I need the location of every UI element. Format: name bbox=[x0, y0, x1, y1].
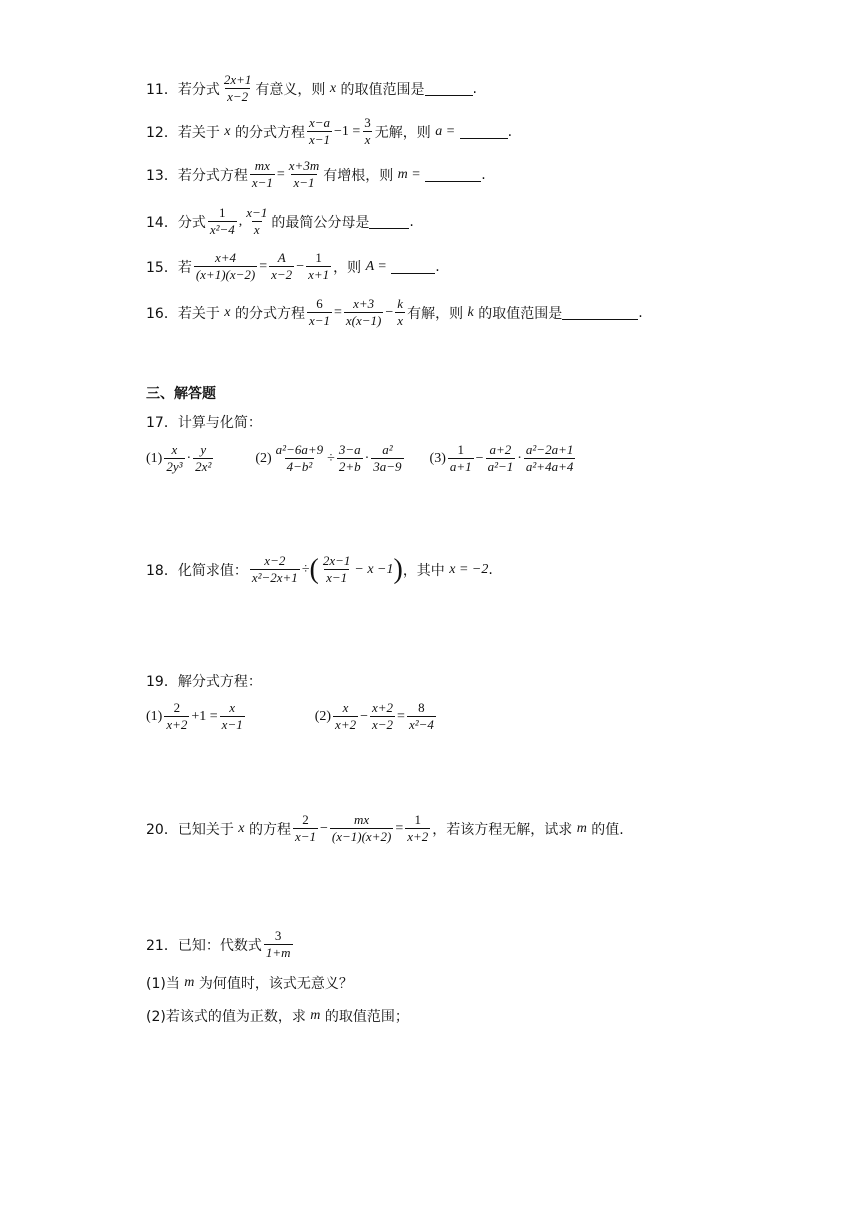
denominator: x−1 bbox=[326, 570, 348, 585]
q-number: 13． bbox=[146, 167, 178, 184]
q-number: 15． bbox=[146, 259, 178, 276]
q-text: ，其中 bbox=[402, 562, 445, 579]
operator: − bbox=[320, 820, 328, 836]
numerator: 1 bbox=[219, 205, 226, 220]
answer-blank[interactable] bbox=[369, 214, 409, 229]
numerator: a²−2a+1 bbox=[525, 442, 574, 457]
numerator: a²−6a+9 bbox=[275, 442, 324, 457]
fraction bbox=[330, 812, 393, 845]
equation: A = bbox=[365, 258, 387, 274]
q-text: 有增根，则 bbox=[323, 167, 394, 184]
part-label: (2) bbox=[255, 450, 272, 466]
denominator: (x+1)(x−2) bbox=[195, 267, 256, 282]
question-21-part-1 bbox=[146, 973, 353, 993]
denominator: x−2 bbox=[227, 89, 249, 104]
operator: − bbox=[385, 304, 394, 320]
numerator: x bbox=[342, 700, 349, 715]
fraction bbox=[524, 442, 575, 475]
fraction bbox=[250, 158, 275, 191]
condition: x = −2 bbox=[449, 561, 489, 577]
denominator: x−1 bbox=[221, 717, 243, 732]
variable: x bbox=[329, 80, 337, 96]
section-heading: 三、解答题 bbox=[146, 386, 216, 402]
period: . bbox=[488, 561, 493, 578]
q-text: 的方程 bbox=[248, 821, 291, 838]
q-number: 14． bbox=[146, 214, 178, 231]
denominator: x−1 bbox=[251, 175, 273, 190]
operator: = bbox=[397, 708, 405, 724]
answer-blank[interactable] bbox=[460, 124, 508, 139]
denominator: x+1 bbox=[308, 267, 330, 282]
fraction bbox=[287, 158, 321, 191]
part-label: (1) bbox=[146, 450, 163, 466]
fraction bbox=[307, 296, 332, 329]
q-text: 的取值范围是 bbox=[340, 81, 425, 98]
question-14 bbox=[146, 205, 414, 238]
numerator: 3−a bbox=[338, 442, 361, 457]
numerator: x+3m bbox=[288, 158, 320, 173]
fraction bbox=[344, 296, 383, 329]
q-text: 的值. bbox=[591, 821, 624, 838]
period: . bbox=[435, 258, 440, 275]
numerator: x+3 bbox=[353, 296, 375, 311]
denominator: a²+4a+4 bbox=[525, 459, 574, 474]
operator: · bbox=[364, 450, 370, 466]
question-21-part-2 bbox=[146, 1006, 409, 1026]
question-21 bbox=[146, 928, 295, 961]
fraction bbox=[222, 72, 254, 105]
numerator: a² bbox=[382, 442, 393, 457]
period: . bbox=[507, 123, 513, 140]
numerator: 2x+1 bbox=[223, 72, 252, 87]
q-text: 有意义，则 bbox=[255, 81, 326, 98]
fraction bbox=[371, 442, 403, 475]
fraction bbox=[244, 205, 269, 238]
question-20 bbox=[146, 812, 624, 845]
period: . bbox=[472, 80, 477, 97]
q-text: 若关于 bbox=[177, 305, 220, 322]
q-text: 分式 bbox=[177, 214, 206, 231]
denominator: 3a−9 bbox=[373, 459, 402, 474]
fraction bbox=[486, 442, 516, 475]
denominator: x bbox=[253, 222, 260, 237]
operator: · bbox=[186, 450, 192, 466]
q-text: 无解，则 bbox=[374, 124, 431, 141]
fraction bbox=[250, 553, 300, 586]
numerator: x−a bbox=[308, 115, 330, 130]
fraction bbox=[220, 700, 245, 733]
numerator: 8 bbox=[418, 700, 425, 715]
numerator: 2x−1 bbox=[322, 553, 351, 568]
q-text: 若关于 bbox=[177, 124, 220, 141]
numerator: x+2 bbox=[372, 700, 394, 715]
question-13 bbox=[146, 158, 486, 191]
q-text: 的最简公分母是 bbox=[271, 214, 370, 231]
right-paren: ) bbox=[393, 553, 403, 585]
numerator: 1 bbox=[457, 442, 465, 457]
question-15 bbox=[146, 250, 440, 283]
numerator: 2 bbox=[173, 700, 181, 715]
numerator: mx bbox=[254, 158, 270, 173]
denominator: x bbox=[397, 313, 404, 328]
fraction bbox=[306, 250, 331, 283]
fraction bbox=[264, 928, 293, 961]
numerator: x−1 bbox=[246, 205, 268, 220]
q-text: 若分式 bbox=[177, 81, 220, 98]
numerator: 3 bbox=[364, 115, 371, 130]
part-label: (3) bbox=[429, 450, 446, 466]
denominator: a+1 bbox=[449, 459, 472, 474]
q-text: 若 bbox=[177, 259, 192, 276]
operator: ÷ bbox=[301, 561, 310, 577]
denominator: 2y³ bbox=[166, 459, 183, 474]
numerator: mx bbox=[354, 812, 370, 827]
period: . bbox=[638, 304, 643, 321]
denominator: x+2 bbox=[407, 829, 429, 844]
period: . bbox=[409, 213, 414, 230]
part-label: (2) bbox=[314, 708, 332, 724]
numerator: 1 bbox=[414, 812, 421, 827]
denominator: x²−4 bbox=[408, 717, 434, 732]
denominator: x−2 bbox=[372, 717, 394, 732]
question-16 bbox=[146, 296, 643, 329]
q-text: 的取值范围是 bbox=[478, 305, 563, 322]
fraction bbox=[370, 700, 395, 733]
fraction bbox=[333, 700, 358, 733]
q-number: 16． bbox=[146, 305, 178, 322]
equation: m = bbox=[397, 166, 421, 182]
numerator: x bbox=[229, 700, 236, 715]
question-18 bbox=[146, 553, 493, 586]
operator: · bbox=[517, 450, 522, 466]
operator: +1 = bbox=[191, 708, 218, 724]
question-17-title: 17．计算与化简： bbox=[146, 415, 262, 431]
numerator: A bbox=[277, 250, 286, 265]
denominator: 2x² bbox=[195, 459, 212, 474]
q-text: 的分式方程 bbox=[234, 124, 305, 141]
q-text: ，若该方程无解，试求 bbox=[432, 821, 573, 838]
denominator: x²−4 bbox=[209, 222, 235, 237]
numerator: 3 bbox=[274, 928, 282, 943]
denominator: x−1 bbox=[294, 829, 316, 844]
fraction bbox=[164, 442, 184, 475]
fraction bbox=[407, 700, 436, 733]
denominator: x−1 bbox=[308, 313, 330, 328]
fraction bbox=[337, 442, 363, 475]
fraction bbox=[269, 250, 294, 283]
operator: − bbox=[296, 258, 305, 274]
variable: m bbox=[184, 975, 195, 990]
q-text: 21．已知：代数式 bbox=[146, 937, 262, 954]
denominator: x−2 bbox=[271, 267, 293, 282]
operator: = bbox=[395, 820, 404, 836]
denominator: a²−1 bbox=[487, 459, 514, 474]
denominator: x+2 bbox=[335, 717, 357, 732]
period: . bbox=[481, 166, 486, 183]
fraction bbox=[164, 700, 189, 733]
fraction bbox=[395, 296, 405, 329]
variable: x bbox=[224, 123, 231, 139]
numerator: 1 bbox=[315, 250, 322, 265]
numerator: x+4 bbox=[215, 250, 237, 265]
q-text: 有解，则 bbox=[407, 305, 464, 322]
numerator: y bbox=[200, 442, 207, 457]
question-17-parts bbox=[146, 442, 577, 475]
operator: = bbox=[259, 258, 268, 274]
answer-blank[interactable] bbox=[425, 167, 481, 182]
denominator: x²−2x+1 bbox=[251, 570, 298, 585]
fraction bbox=[362, 115, 373, 148]
equation: a = bbox=[435, 123, 456, 139]
left-paren: ( bbox=[309, 553, 319, 585]
variable: m bbox=[310, 1008, 321, 1023]
fraction bbox=[321, 553, 353, 586]
variable: x bbox=[224, 304, 231, 320]
numerator: 6 bbox=[316, 296, 323, 311]
fraction bbox=[208, 205, 237, 238]
q-text: ，则 bbox=[333, 259, 362, 276]
denominator: x+2 bbox=[166, 717, 188, 732]
variable: m bbox=[576, 820, 587, 836]
q-text: 20．已知关于 bbox=[146, 821, 234, 838]
operator: − bbox=[475, 450, 484, 466]
fraction bbox=[193, 442, 213, 475]
fraction bbox=[194, 250, 257, 283]
part-label: (1) bbox=[146, 708, 163, 724]
fraction bbox=[307, 115, 332, 148]
q-text: 的取值范围； bbox=[324, 1009, 409, 1025]
operator: ÷ bbox=[327, 450, 335, 466]
q-text: 的分式方程 bbox=[234, 305, 305, 322]
q-number: 12． bbox=[146, 124, 178, 141]
numerator: x−2 bbox=[264, 553, 286, 568]
variable: x bbox=[238, 820, 245, 836]
denominator: x−1 bbox=[293, 175, 315, 190]
q-text: 为何值时，该式无意义？ bbox=[198, 976, 353, 992]
question-12 bbox=[146, 115, 512, 148]
denominator: x bbox=[364, 132, 371, 147]
operator: −1 = bbox=[334, 123, 361, 139]
answer-blank[interactable] bbox=[425, 81, 473, 96]
numerator: a+2 bbox=[489, 442, 512, 457]
denominator: x−1 bbox=[308, 132, 330, 147]
denominator: x(x−1) bbox=[345, 313, 382, 328]
operator: = bbox=[334, 304, 342, 320]
denominator: 1+m bbox=[265, 945, 291, 960]
fraction bbox=[274, 442, 325, 475]
denominator: (x−1)(x+2) bbox=[331, 829, 392, 844]
q-text: 若分式方程 bbox=[177, 167, 248, 184]
answer-blank[interactable] bbox=[391, 259, 435, 274]
comma: , bbox=[238, 213, 243, 229]
q-text: (2)若该式的值为正数，求 bbox=[146, 1009, 306, 1025]
q-number: 11． bbox=[146, 81, 178, 98]
numerator: k bbox=[397, 296, 404, 311]
expression: − x −1 bbox=[354, 561, 394, 577]
answer-blank[interactable] bbox=[562, 305, 638, 320]
variable: k bbox=[467, 304, 474, 320]
numerator: 2 bbox=[302, 812, 309, 827]
question-19-parts bbox=[146, 700, 438, 733]
denominator: 2+b bbox=[338, 459, 361, 474]
operator: − bbox=[360, 708, 368, 724]
fraction bbox=[448, 442, 474, 475]
fraction bbox=[293, 812, 318, 845]
fraction bbox=[405, 812, 430, 845]
numerator: x bbox=[171, 442, 178, 457]
question-19-title: 19．解分式方程： bbox=[146, 674, 262, 690]
q-text: 18．化简求值： bbox=[146, 562, 248, 579]
question-11 bbox=[146, 72, 477, 105]
q-text: (1)当 bbox=[146, 976, 180, 992]
operator: = bbox=[276, 166, 285, 182]
denominator: 4−b² bbox=[286, 459, 313, 474]
